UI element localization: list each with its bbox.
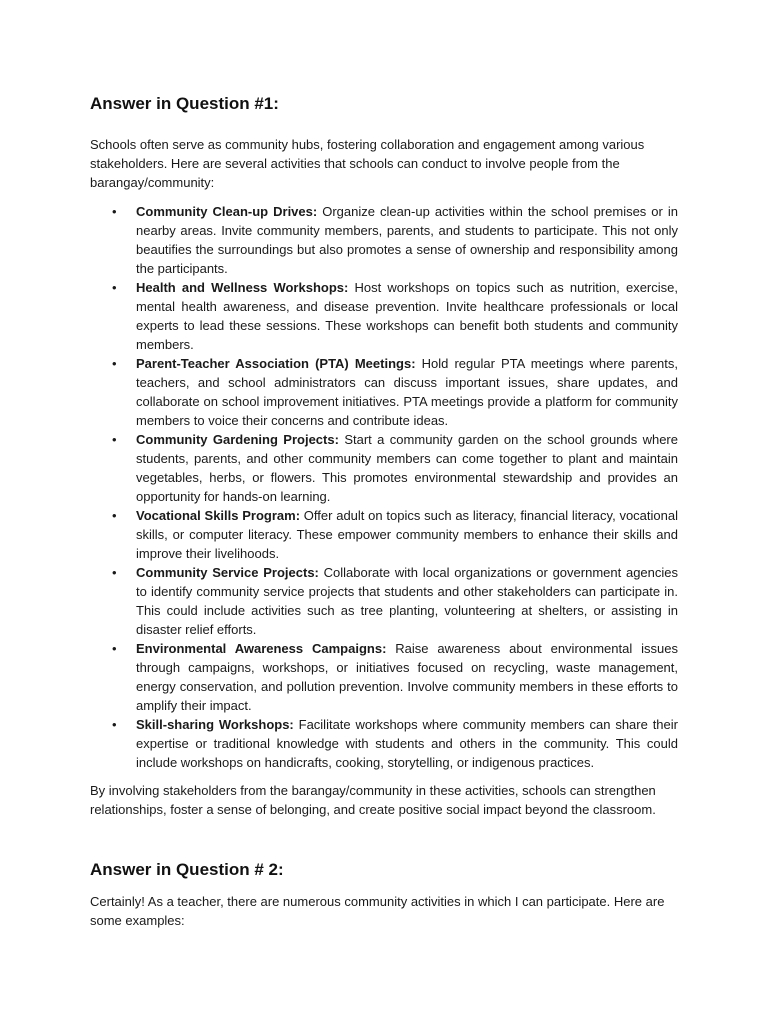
list-item-text: Hold regular PTA meetings where parents, teachers, and school administrators can discuss important issues, share updates, and collaborate on school improvement initiatives. PTA meetings provide a platform for community members to voice their concerns and contribute ideas. [136,356,678,428]
list-item-term: Skill-sharing Workshops: [136,717,294,732]
list-item-text: Collaborate with local organizations or government agencies to identify community service projects that students and other stakeholders can participate in. This could include activities such as tree planting, volunteering at shelters, or assisting in disaster relief efforts. [136,565,678,637]
question-1-conclusion: By involving stakeholders from the barangay/community in these activities, schools can strengthen relationships, foster a sense of belonging, and create positive social impact beyond the classroom. [90,783,656,817]
question-2-intro: Certainly! As a teacher, there are numerous community activities in which I can participate. Here are some examples: [90,894,665,928]
list-item [90,278,678,354]
list-item-term: Community Clean-up Drives: [136,204,318,219]
list-item-text: Offer adult on topics such as literacy, financial literacy, vocational skills, or computer literacy. These empower community members to enhance their skills and improve their livelihoods. [136,508,678,561]
list-item [90,354,678,430]
list-item [90,639,678,715]
question-1-intro: Schools often serve as community hubs, fostering collaboration and engagement among various stakeholders. Here are several activities that schools can conduct to involve people from the barangay/community: [90,137,645,190]
bullet-icon: • [112,717,117,732]
list-item-term: Health and Wellness Workshops: [136,280,349,295]
bullet-icon: • [112,204,117,219]
list-item-term: Community Service Projects: [136,565,319,580]
bullet-icon: • [112,356,117,371]
list-item-term: Vocational Skills Program: [136,508,301,523]
question-1-heading: Answer in Question #1: [90,94,279,113]
list-item-term: Environmental Awareness Campaigns: [136,641,387,656]
list-item-text: Host workshops on topics such as nutrition, exercise, mental health awareness, and disease prevention. Invite healthcare professionals or local experts to lead these sessions. These workshops can benefit both students and community members. [136,280,678,352]
bullet-icon: • [112,641,117,656]
list-item-text: Raise awareness about environmental issues through campaigns, workshops, or initiatives focused on recycling, waste management, energy conservation, and pollution prevention. Involve community members in these efforts to amplify their impact. [136,641,678,713]
question-2-heading: Answer in Question # 2: [90,860,284,879]
list-item-text: Organize clean-up activities within the school premises or in nearby areas. Invite community members, parents, and students to participate. This not only beautifies the surroundings but also promotes a sense of ownership and responsibility among the participants. [136,204,678,276]
activity-list [90,202,678,772]
list-item-term: Parent-Teacher Association (PTA) Meetings: [136,356,416,371]
bullet-icon: • [112,565,117,580]
list-item [90,506,678,563]
bullet-icon: • [112,508,117,523]
list-item-term: Community Gardening Projects: [136,432,339,447]
bullet-icon: • [112,432,117,447]
list-item [90,430,678,506]
list-item [90,563,678,639]
list-item-text: Start a community garden on the school grounds where students, parents, and other community members can come together to plant and maintain vegetables, herbs, or flowers. This promotes environmental stewardship and provides an opportunity for hands-on learning. [136,432,678,504]
bullet-icon: • [112,280,117,295]
list-item [90,202,678,278]
list-item [90,715,678,772]
list-item-text: Facilitate workshops where community members can share their expertise or traditional knowledge with students and others in the community. This could include workshops on handicrafts, cooking, storytelling, or indigenous practices. [136,717,678,770]
